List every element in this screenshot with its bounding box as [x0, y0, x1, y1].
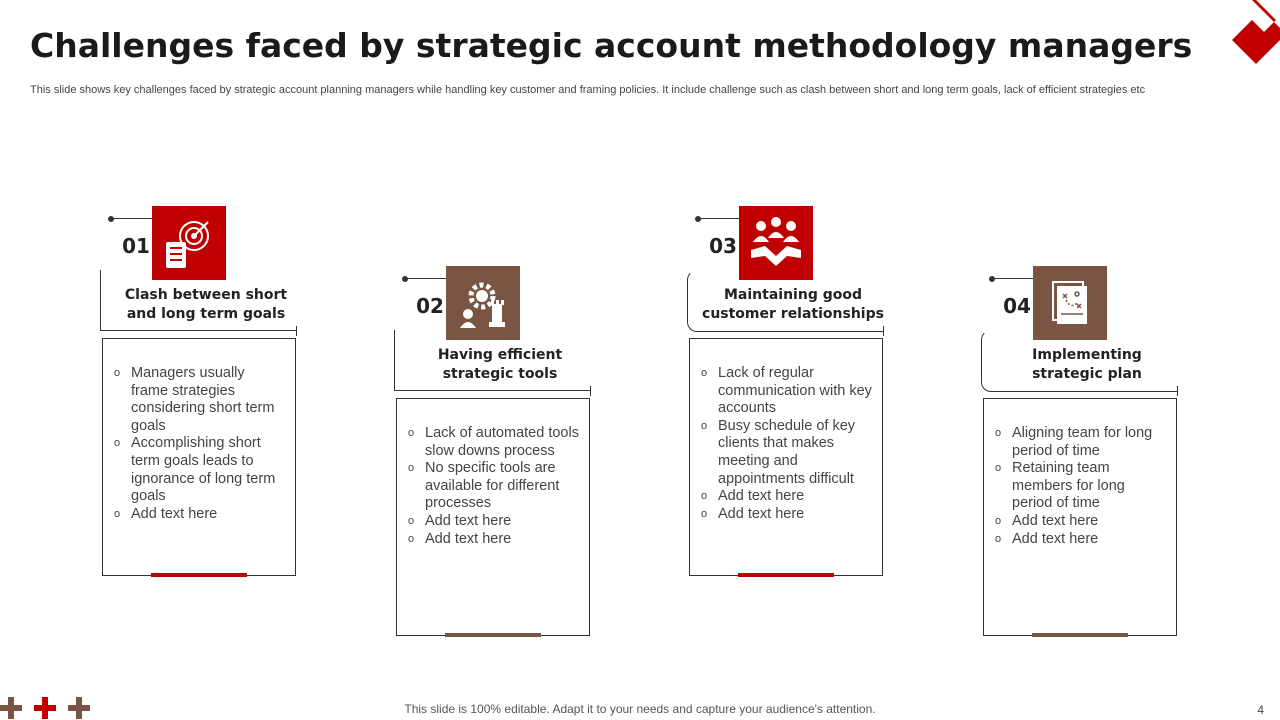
- bullet-icon: o: [701, 490, 708, 503]
- card-heading-line-2: strategic tools: [442, 366, 558, 382]
- connector-dot: [989, 276, 995, 282]
- slide-title: Challenges faced by strategic account methodology managers: [30, 26, 1193, 65]
- bullet-icon: o: [408, 514, 415, 527]
- card-heading-line-1: Maintaining good: [724, 287, 862, 303]
- handshake-team-icon: [739, 206, 813, 280]
- card-heading-line-1: Having efficient: [437, 347, 563, 363]
- connector-line: [405, 278, 449, 279]
- card-accent-bar: [738, 573, 834, 577]
- card-heading: [699, 286, 887, 324]
- gear-chess-icon: [446, 266, 520, 340]
- bullet-icon: o: [114, 507, 121, 520]
- list-item: o Add text here: [408, 512, 512, 529]
- bullet-list: [690, 339, 882, 523]
- card-accent-bar: [1032, 633, 1128, 637]
- heading-tick: [296, 326, 297, 336]
- list-item: o Lack of regular communication with key accounts: [701, 365, 872, 417]
- card-number: 02: [416, 294, 444, 318]
- connector-dot: [108, 216, 114, 222]
- strategy-plan-icon: [1033, 266, 1107, 340]
- bullet-icon: o: [995, 462, 1002, 475]
- card-body: [102, 338, 296, 576]
- card-heading-line-2: customer relationships: [702, 306, 884, 322]
- card-heading-line-1: Clash between short: [124, 287, 288, 303]
- heading-tick: [590, 386, 591, 396]
- list-item: o No specific tools are available for different processes: [408, 460, 560, 512]
- list-item: o Lack of automated tools slow downs process: [408, 425, 579, 459]
- slide-subtitle: This slide shows key challenges faced by strategic account planning managers while handling key customer and framing policies. It include challenge such as clash between short and long term goals, lack of efficient strategies etc: [30, 84, 1146, 96]
- bullet-icon: o: [995, 532, 1002, 545]
- card-heading-line-2: and long term goals: [126, 306, 286, 322]
- list-item: o Add text here: [408, 530, 512, 547]
- connector-line: [111, 218, 155, 219]
- bullet-icon: o: [408, 532, 415, 545]
- list-item: o Aligning team for long period of time: [995, 425, 1153, 459]
- bullet-icon: o: [701, 367, 708, 379]
- bullet-icon: o: [995, 427, 1002, 439]
- card-number: 01: [122, 234, 150, 258]
- card-heading: [406, 346, 594, 384]
- bullet-icon: o: [408, 427, 415, 439]
- card-number: 03: [709, 234, 737, 258]
- bullet-icon: o: [995, 514, 1002, 527]
- list-item: o Add text here: [701, 488, 805, 505]
- card-body: [983, 398, 1177, 636]
- target-checklist-icon: [152, 206, 226, 280]
- card-body: [396, 398, 590, 636]
- card-heading-line-1: Implementing: [1032, 347, 1142, 363]
- bullet-list: [397, 399, 589, 548]
- connector-line: [992, 278, 1036, 279]
- list-item: o Add text here: [701, 505, 805, 522]
- list-item: o Managers usually frame strategies considering short term goals: [114, 365, 275, 434]
- card-accent-bar: [151, 573, 247, 577]
- bullet-list: [103, 339, 295, 523]
- card-heading: [112, 286, 300, 324]
- list-item: o Add text here: [995, 530, 1099, 547]
- list-item: o Busy schedule of key clients that makes meeting and appointments difficult: [701, 417, 856, 487]
- footer-note: This slide is 100% editable. Adapt it to your needs and capture your audience's attention.: [404, 702, 876, 716]
- connector-dot: [695, 216, 701, 222]
- bullet-list: [984, 399, 1176, 548]
- bullet-icon: o: [408, 462, 415, 475]
- heading-tick: [1177, 386, 1178, 396]
- corner-diamond-logo: [1214, 0, 1280, 66]
- card-body: [689, 338, 883, 576]
- bullet-icon: o: [701, 507, 708, 520]
- bullet-icon: o: [114, 367, 121, 379]
- card-number: 04: [1003, 294, 1031, 318]
- bullet-icon: o: [701, 419, 708, 432]
- list-item: o Retaining team members for long period of time: [995, 460, 1125, 512]
- card-heading-line-2: strategic plan: [1032, 366, 1142, 382]
- card-accent-bar: [445, 633, 541, 637]
- bullet-icon: o: [114, 437, 121, 450]
- page-number: 4: [1257, 703, 1264, 717]
- connector-dot: [402, 276, 408, 282]
- list-item: o Add text here: [995, 512, 1099, 529]
- list-item: o Accomplishing short term goals leads to ignorance of long term goals: [114, 435, 276, 505]
- heading-tick: [883, 326, 884, 336]
- card-heading: [993, 346, 1181, 384]
- connector-line: [698, 218, 742, 219]
- list-item: o Add text here: [114, 505, 218, 522]
